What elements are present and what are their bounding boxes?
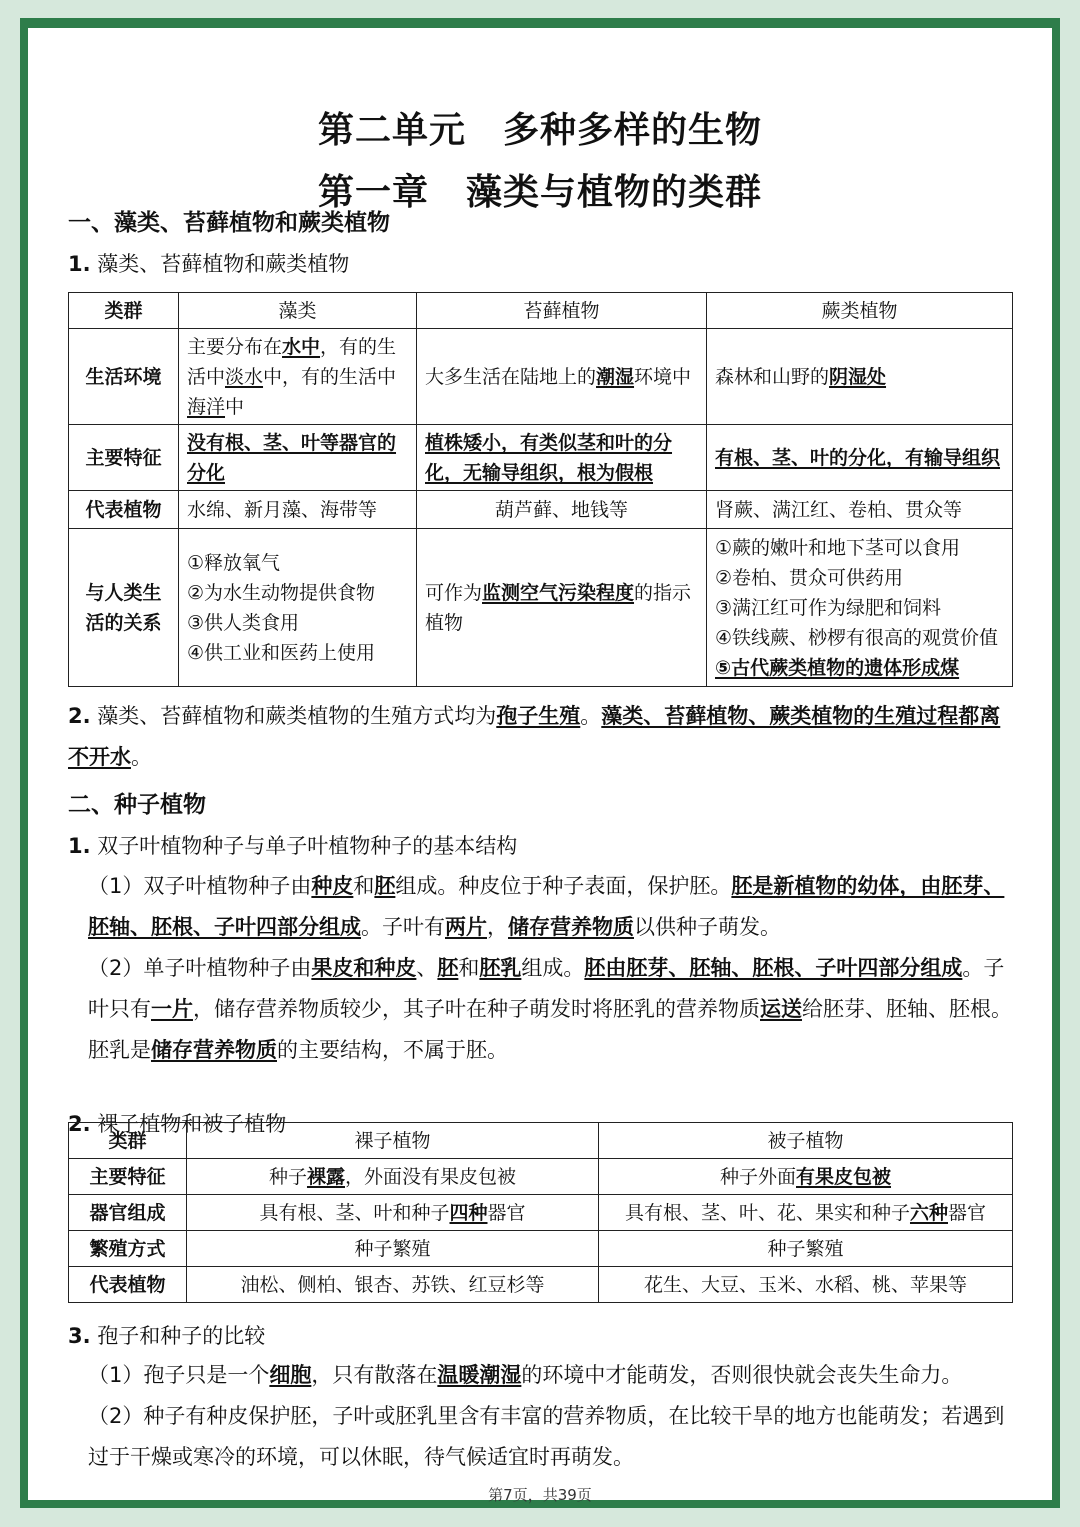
gymnosperm-angiosperm-table — [68, 1122, 1013, 1303]
subheading-2-2: 2. 裸子植物和被子植物 — [68, 1112, 287, 1136]
row-label-feature: 主要特征 — [69, 425, 179, 491]
cell-moss-env: 大多生活在陆地上的潮湿环境中 — [417, 329, 707, 425]
table2-header-group: 类群 — [69, 1123, 187, 1159]
table2-header-gymnosperm: 裸子植物 — [187, 1123, 599, 1159]
document-page — [28, 28, 1052, 1504]
cell-fern-rep: 肾蕨、满江红、卷柏、贯众等 — [707, 491, 1013, 529]
cell-gym-feature: 种子裸露，外面没有果皮包被 — [187, 1159, 599, 1195]
paragraph-seed: （2）种子有种皮保护胚，子叶或胚乳里含有丰富的营养物质，在比较干旱的地方也能萌发；若遇到过于干燥或寒冷的环境，可以休眠，待气候适宜时再萌发。 — [88, 1404, 1005, 1469]
cell-algae-relation: ①释放氧气 ②为水生动物提供食物 ③供人类食用 ④供工业和医药上使用 — [179, 529, 417, 687]
table2-label-organs: 器官组成 — [69, 1195, 187, 1231]
cell-gym-organs: 具有根、茎、叶和种子四种器官 — [187, 1195, 599, 1231]
cell-fern-env: 森林和山野的阴湿处 — [707, 329, 1013, 425]
subheading-2-3: 3. 孢子和种子的比较 — [68, 1324, 266, 1348]
paragraph-spore: （1）孢子只是一个细胞，只有散落在温暖潮湿的环境中才能萌发，否则很快就会丧失生命力。 — [88, 1363, 963, 1387]
row-label-env: 生活环境 — [69, 329, 179, 425]
page-number-footer: 第7页，共39页 — [488, 1486, 592, 1504]
section-heading-1: 一、藻类、苔藓植物和蕨类植物 — [68, 210, 390, 236]
cell-gym-reproduction: 种子繁殖 — [187, 1231, 599, 1267]
subheading-text: 藻类、苔藓植物和蕨类植物 — [97, 252, 350, 276]
cell-moss-feature: 植株矮小，有类似茎和叶的分化，无输导组织，根为假根 — [417, 425, 707, 491]
cell-ang-feature: 种子外面有果皮包被 — [599, 1159, 1013, 1195]
subheading-1-1 — [68, 248, 349, 278]
table-header-group: 类群 — [69, 293, 179, 329]
cell-ang-reproduction: 种子繁殖 — [599, 1231, 1013, 1267]
table-header-moss: 苔藓植物 — [417, 293, 707, 329]
cell-algae-feature: 没有根、茎、叶等器官的分化 — [179, 425, 417, 491]
cell-fern-relation: ①蕨的嫩叶和地下茎可以食用 ②卷柏、贯众可供药用 ③满江红可作为绿肥和饲料 ④铁线蕨、桫椤有很高的观赏价值 ⑤古代蕨类植物的遗体形成煤 — [707, 529, 1013, 687]
cell-moss-rep: 葫芦藓、地钱等 — [417, 491, 707, 529]
paragraph-dicot: （1）双子叶植物种子由种皮和胚组成。种皮位于种子表面，保护胚。胚是新植物的幼体，由胚芽、胚轴、胚根、子叶四部分组成。子叶有两片，储存营养物质以供种子萌发。 — [88, 874, 1005, 939]
row-label-relation: 与人类生活的关系 — [69, 529, 179, 687]
paragraph-monocot: （2）单子叶植物种子由果皮和种皮、胚和胚乳组成。胚由胚芽、胚轴、胚根、子叶四部分组成。子叶只有一片，储存营养物质较少，其子叶在种子萌发时将胚乳的营养物质运送给胚芽、胚轴、胚根。胚乳是储存营养物质的主要结构，不属于胚。 — [88, 956, 1012, 1062]
row-label-rep: 代表植物 — [69, 491, 179, 529]
cell-gym-examples: 油松、侧柏、银杏、苏铁、红豆杉等 — [187, 1267, 599, 1303]
chapter-title: 第一章 藻类与植物的类群 — [317, 172, 762, 213]
cell-ang-examples: 花生、大豆、玉米、水稻、桃、苹果等 — [599, 1267, 1013, 1303]
table-header-algae: 藻类 — [179, 293, 417, 329]
algae-moss-fern-table — [68, 292, 1013, 687]
cell-moss-relation: 可作为监测空气污染程度的指示植物 — [417, 529, 707, 687]
paragraph-reproduction: 2. 藻类、苔藓植物和蕨类植物的生殖方式均为孢子生殖。藻类、苔藓植物、蕨类植物的生殖过程都离不开水。 — [68, 704, 1001, 769]
cell-ang-organs: 具有根、茎、叶、花、果实和种子六种器官 — [599, 1195, 1013, 1231]
cell-algae-rep: 水绵、新月藻、海带等 — [179, 491, 417, 529]
cell-fern-feature: 有根、茎、叶的分化，有输导组织 — [707, 425, 1013, 491]
table2-label-reproduction: 繁殖方式 — [69, 1231, 187, 1267]
table-header-fern: 蕨类植物 — [707, 293, 1013, 329]
unit-title: 第二单元 多种多样的生物 — [317, 110, 762, 151]
table2-label-examples: 代表植物 — [69, 1267, 187, 1303]
section-heading-2: 二、种子植物 — [68, 792, 206, 818]
subheading-number: 1. — [68, 252, 91, 276]
subheading-2-1: 1. 双子叶植物种子与单子叶植物种子的基本结构 — [68, 834, 518, 858]
cell-algae-env: 主要分布在水中，有的生活中淡水中，有的生活中海洋中 — [179, 329, 417, 425]
table2-header-angiosperm: 被子植物 — [599, 1123, 1013, 1159]
table2-label-feature: 主要特征 — [69, 1159, 187, 1195]
